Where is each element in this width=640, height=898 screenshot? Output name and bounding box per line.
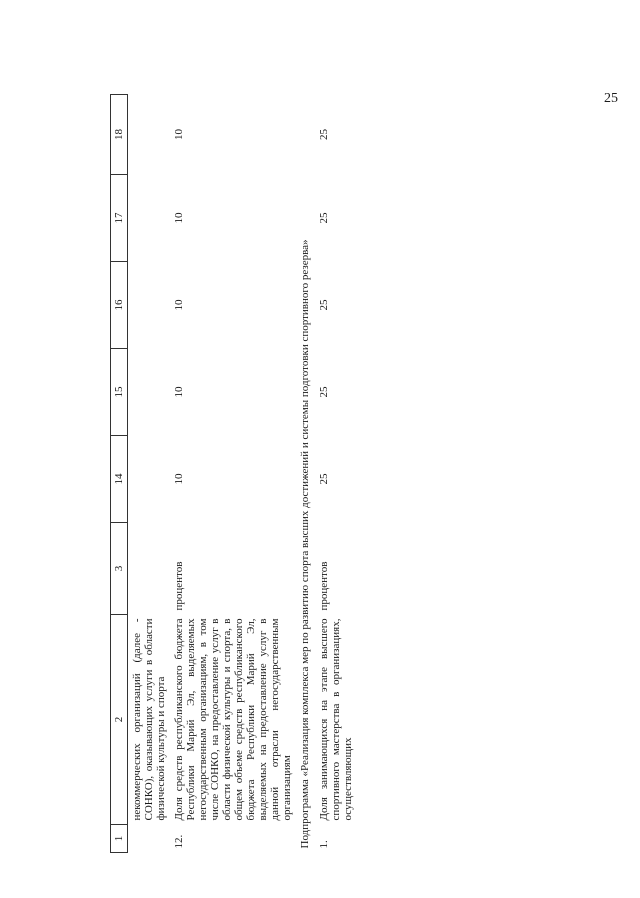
indicator-description: некоммерческих организаций (далее - СОНКО), оказывающих услуги в области физической культуры и спорта	[131, 618, 167, 821]
value-cell-18: 25	[318, 129, 330, 140]
value-cell-18: 10	[173, 129, 185, 140]
table-row	[128, 95, 171, 853]
row-number: 1.	[318, 840, 330, 849]
value-cell-16: 10	[173, 299, 185, 311]
value-cell-17: 10	[173, 212, 185, 224]
header-cell-col-18: 18	[111, 95, 128, 175]
value-cell-14	[128, 436, 171, 523]
subprogram-title: Подпрограмма «Реализация комплекса мер по развитию спорта высших достижений и системы подготовки спортивного резерва»	[299, 239, 311, 849]
table-row	[315, 95, 357, 853]
header-row	[111, 95, 128, 853]
value-cell-15	[128, 349, 171, 436]
page-number: 25	[604, 91, 618, 106]
value-cell-17: 25	[318, 212, 330, 224]
value-cell-15: 10	[173, 386, 185, 398]
value-cell-16: 25	[318, 299, 330, 311]
value-cell-14: 10	[173, 473, 185, 485]
value-cell-14: 25	[318, 473, 330, 485]
value-cell-18	[128, 95, 171, 175]
header-cell-col-1: 1	[111, 825, 128, 853]
value-cell-15: 25	[318, 386, 330, 398]
table-header	[111, 95, 128, 853]
row-number: 12.	[173, 834, 185, 849]
unit-cell: процентов	[318, 561, 330, 611]
header-cell-col-3: 3	[111, 523, 128, 615]
header-cell-col-17: 17	[111, 175, 128, 262]
subprogram-title-row	[296, 95, 315, 853]
table-row	[170, 95, 296, 853]
unit-cell	[128, 523, 171, 615]
header-cell-col-16: 16	[111, 262, 128, 349]
indicator-description: Доля средств республиканского бюджета Республики Марий Эл, выделяемых негосударственным организациям, в том числе СОНКО, на предоставление услуг в области физической культуры и спорта, в общем объеме средств республиканского бюджета Республики Марий Эл, выделяемых на предоставление услуг в данной отрасли негосударственным организациям	[173, 618, 293, 821]
value-cell-16	[128, 262, 171, 349]
indicator-description: Доля занимающихся на этапе высшего спортивного мастерства в организациях, осуществляющих	[318, 618, 354, 821]
value-cell-17	[128, 175, 171, 262]
unit-cell: процентов	[173, 561, 185, 611]
row-number	[128, 825, 171, 853]
indicators-table	[110, 94, 357, 853]
header-cell-col-2: 2	[111, 615, 128, 825]
header-cell-col-14: 14	[111, 436, 128, 523]
header-cell-col-15: 15	[111, 349, 128, 436]
